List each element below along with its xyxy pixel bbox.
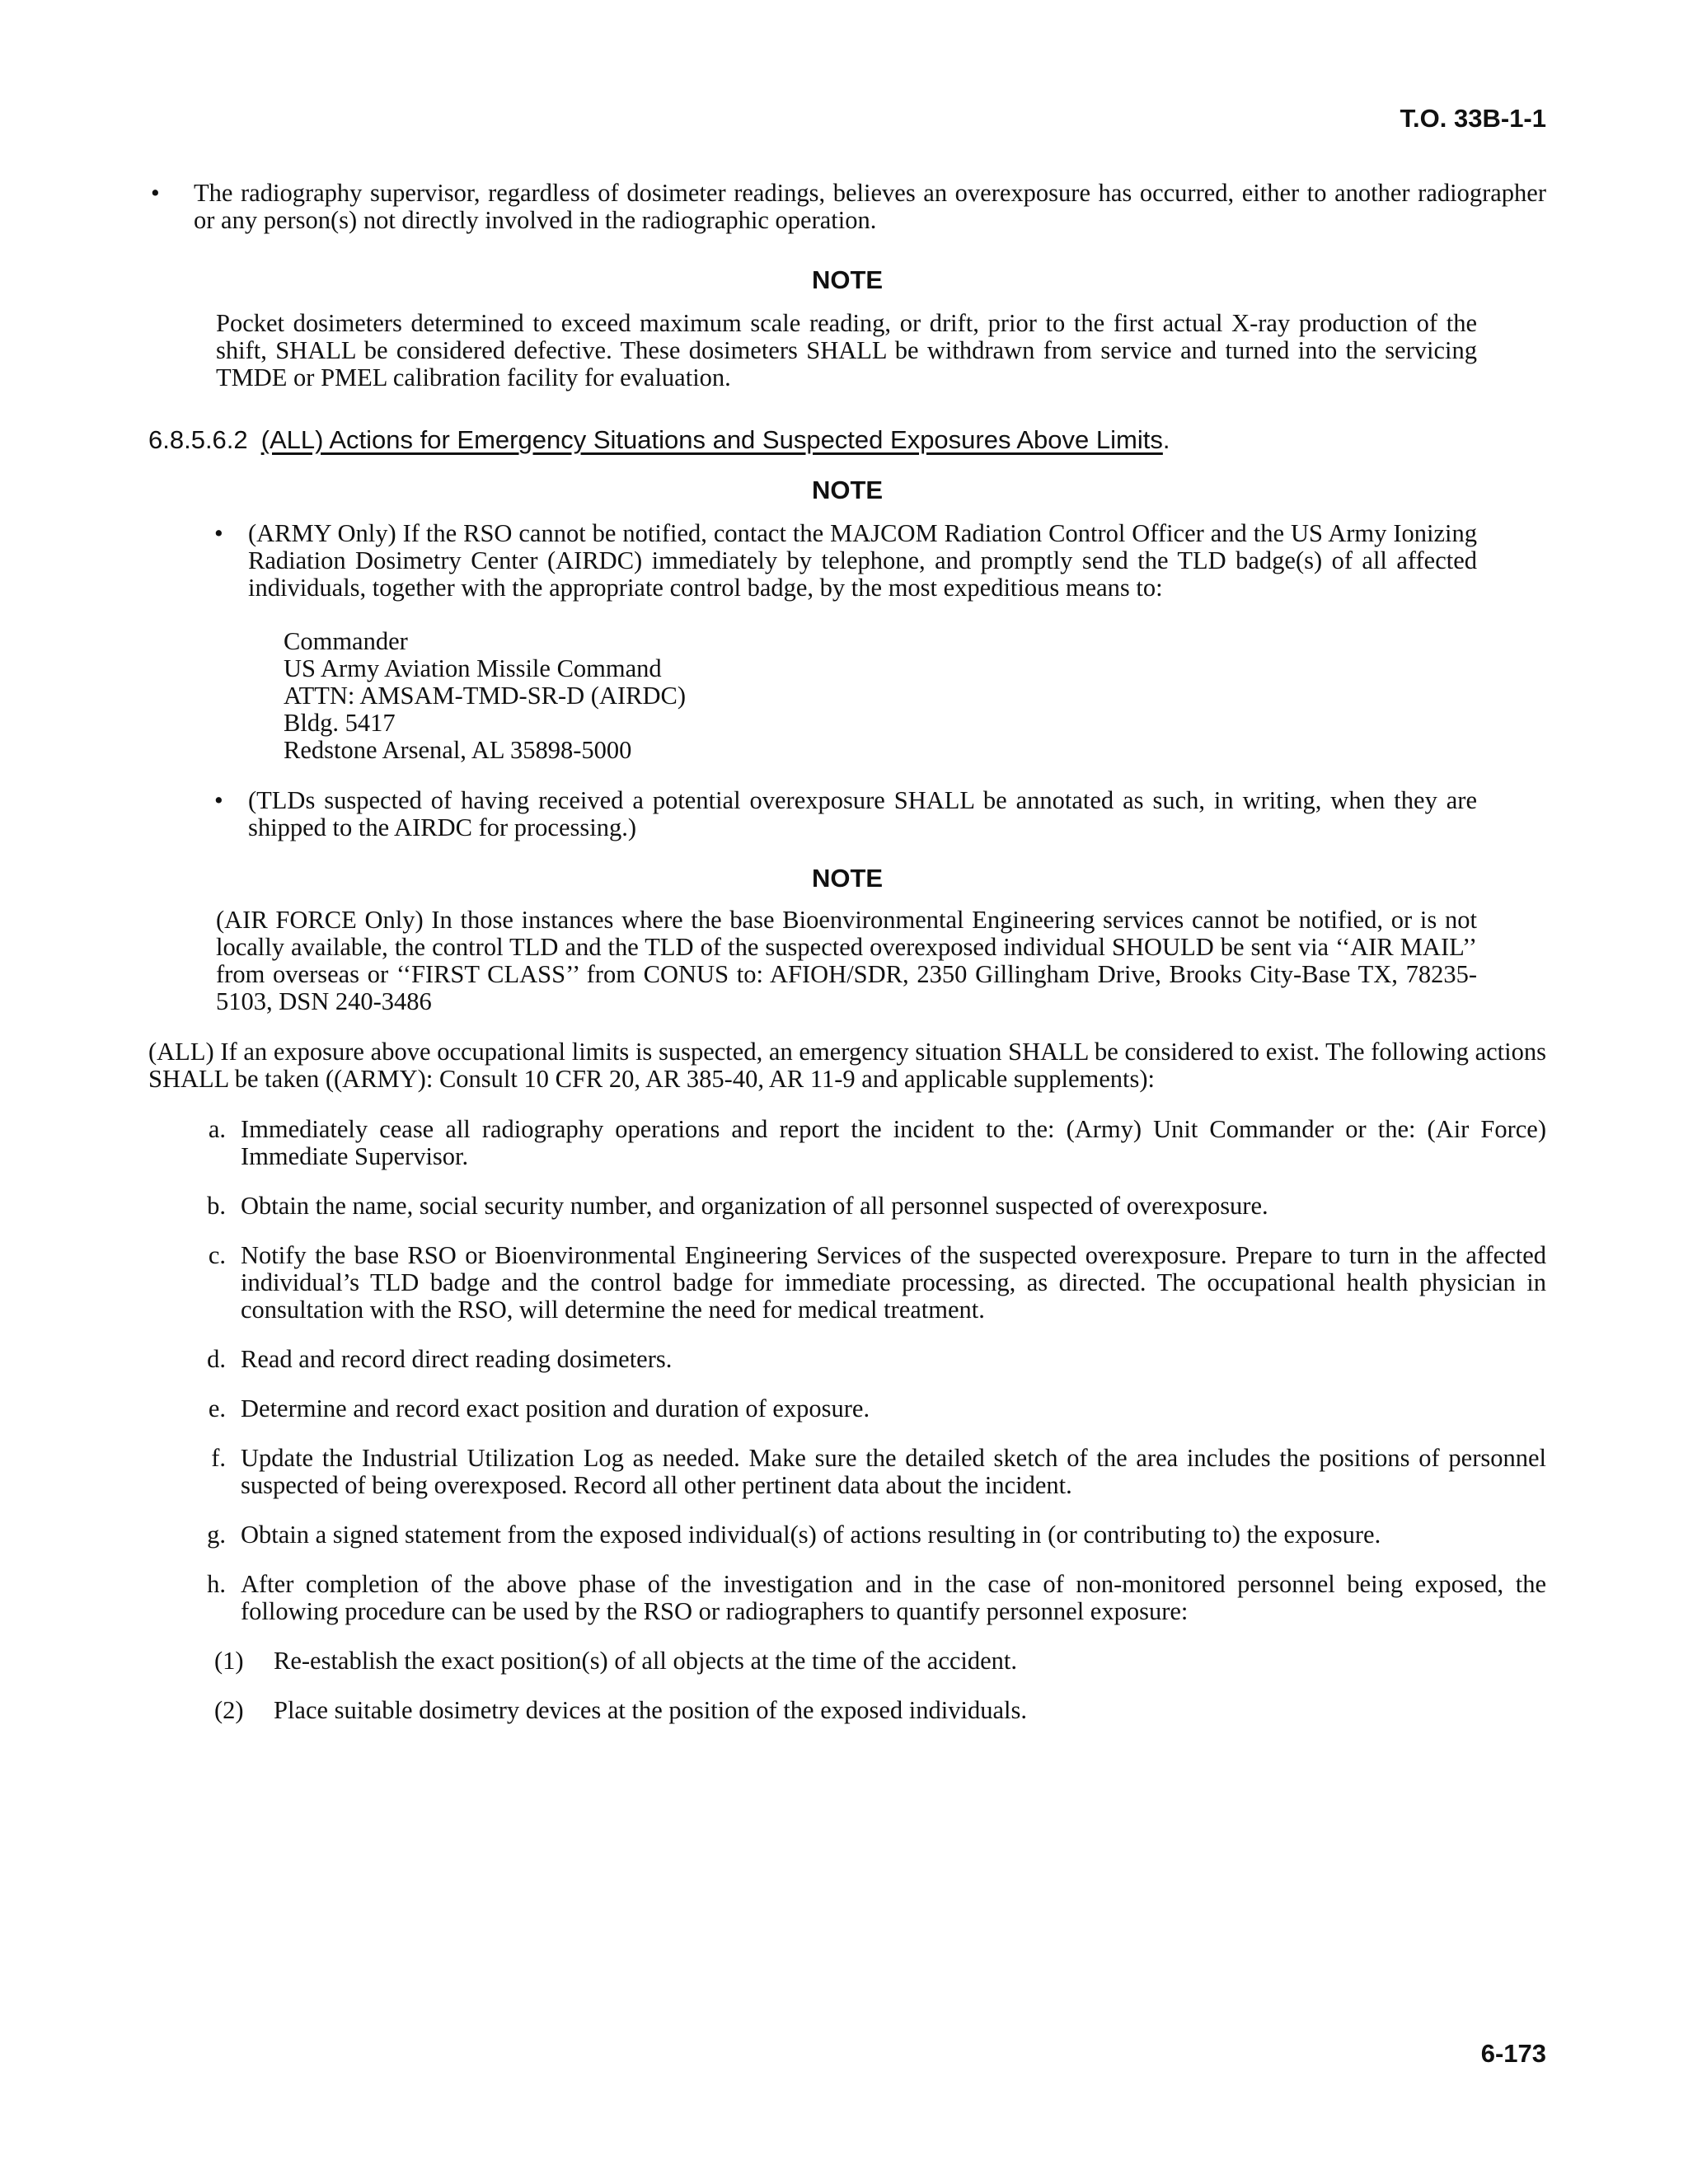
tld-annotation-bullet [213,787,1477,841]
bullet-marker: • [214,786,223,814]
bullet-marker: • [151,179,160,207]
emergency-intro: (ALL) If an exposure above occupational limits is suspected, an emergency situation SHALL be considered to exist. The following actions SHALL be taken ((ARMY): Consult 10 CFR 20, AR 385-40, AR 11-9 and applicable supplements): [148,1038,1546,1093]
bullet-text: (TLDs suspected of having received a potential overexposure SHALL be annotated as such, in writing, when they are shipped to the AIRDC for processing.) [248,786,1477,841]
section-period: . [1162,425,1170,454]
step-text: Obtain the name, social security number, and organization of all personnel suspected of overexposure. [241,1192,1268,1220]
note-heading: NOTE [811,864,884,893]
step-letter: h. [207,1570,226,1598]
step-item [148,1395,1546,1422]
step-text: Immediately cease all radiography operations and report the incident to the: (Army) Unit Commander or the: (Air Force) Immediate Supervisor. [241,1115,1546,1170]
bullet-text: The radiography supervisor, regardless of dosimeter readings, believes an overexposure has occurred, either to another radiographer or any person(s) not directly involved in the radiographic operation. [194,179,1546,234]
address-line: US Army Aviation Missile Command [284,654,662,682]
note-heading: NOTE [811,265,884,294]
section-number: 6.8.5.6.2 [148,425,248,454]
mailing-address [284,628,1477,764]
substep-number: (2) [214,1696,244,1724]
document-number: T.O. 33B-1-1 [1400,104,1546,133]
address-line: Redstone Arsenal, AL 35898-5000 [284,736,632,764]
section-title: (ALL) Actions for Emergency Situations and Suspected Exposures Above Limits [260,425,1163,454]
supervisor-bullet [148,180,1546,234]
substep-text: Place suitable dosimetry devices at the position of the exposed individuals. [274,1696,1027,1724]
note-air-force-text: (AIR FORCE Only) In those instances where the base Bioenvironmental Engineering services cannot be notified, or is not locally available, the control TLD and the TLD of the suspected overexposed individual SHOULD be sent via ‘‘AIR MAIL’’ from overseas or ‘‘FIRST CLASS’’ from CONUS to: AFIOH/SDR, 2350 Gillingham Drive, Brooks City-Base TX, 78235-5103, DSN 240-3486 [216,906,1477,1015]
step-item [148,1571,1546,1625]
step-item [148,1193,1546,1220]
step-item [148,1346,1546,1373]
step-letter: c. [208,1241,226,1269]
bullet-text: (ARMY Only) If the RSO cannot be notified, contact the MAJCOM Radiation Control Officer and the US Army Ionizing Radiation Dosimetry Center (AIRDC) immediately by telephone, and promptly send the TLD badge(s) of all affected individuals, together with the appropriate control badge, by the most expeditious means to: [248,519,1477,602]
address-line: Commander [284,627,408,655]
page-number: 6-173 [1480,2039,1546,2068]
action-steps [148,1116,1546,1724]
note-dosimeter-text: Pocket dosimeters determined to exceed maximum scale reading, or drift, prior to the first actual X-ray production of the shift, SHALL be considered defective. These dosimeters SHALL be withdrawn from service and turned into the servicing TMDE or PMEL calibration facility for evaluation. [216,309,1477,391]
army-note-bullets [213,520,1477,841]
step-letter: b. [207,1192,226,1220]
note-heading: NOTE [811,476,884,504]
substep-text: Re-establish the exact position(s) of all objects at the time of the accident. [274,1647,1017,1675]
bullet-marker: • [214,519,223,547]
army-only-bullet [213,520,1477,602]
step-text: Update the Industrial Utilization Log as needed. Make sure the detailed sketch of the area includes the positions of personnel suspected of being overexposed. Record all other pertinent data about the incident. [241,1444,1546,1499]
step-text: Determine and record exact position and duration of exposure. [241,1394,870,1422]
address-line: ATTN: AMSAM-TMD-SR-D (AIRDC) [284,682,687,710]
substep-number: (1) [214,1647,244,1675]
step-item [148,1521,1546,1549]
step-letter: g. [207,1521,226,1549]
step-text: Obtain a signed statement from the exposed individual(s) of actions resulting in (or contributing to) the exposure. [241,1521,1381,1549]
substep-item [148,1647,1546,1675]
step-letter: e. [208,1394,226,1422]
substep-item [148,1697,1546,1724]
step-text: After completion of the above phase of the investigation and in the case of non-monitored personnel being exposed, the following procedure can be used by the RSO or radiographers to quantify personnel exposure: [241,1570,1546,1625]
section-heading [148,425,1546,455]
step-item [148,1116,1546,1170]
step-item [148,1242,1546,1324]
step-letter: f. [211,1444,226,1472]
step-item [148,1445,1546,1499]
address-line: Bldg. 5417 [284,709,396,737]
step-letter: d. [207,1345,226,1373]
step-text: Read and record direct reading dosimeters. [241,1345,673,1373]
step-letter: a. [208,1115,226,1143]
page-content [148,180,1546,1724]
step-text: Notify the base RSO or Bioenvironmental Engineering Services of the suspected overexposure. Prepare to turn in the affected individual’s TLD badge and the control badge for immediate processing, as directed. The occupational health physician in consultation with the RSO, will determine the need for medical treatment. [241,1241,1546,1324]
